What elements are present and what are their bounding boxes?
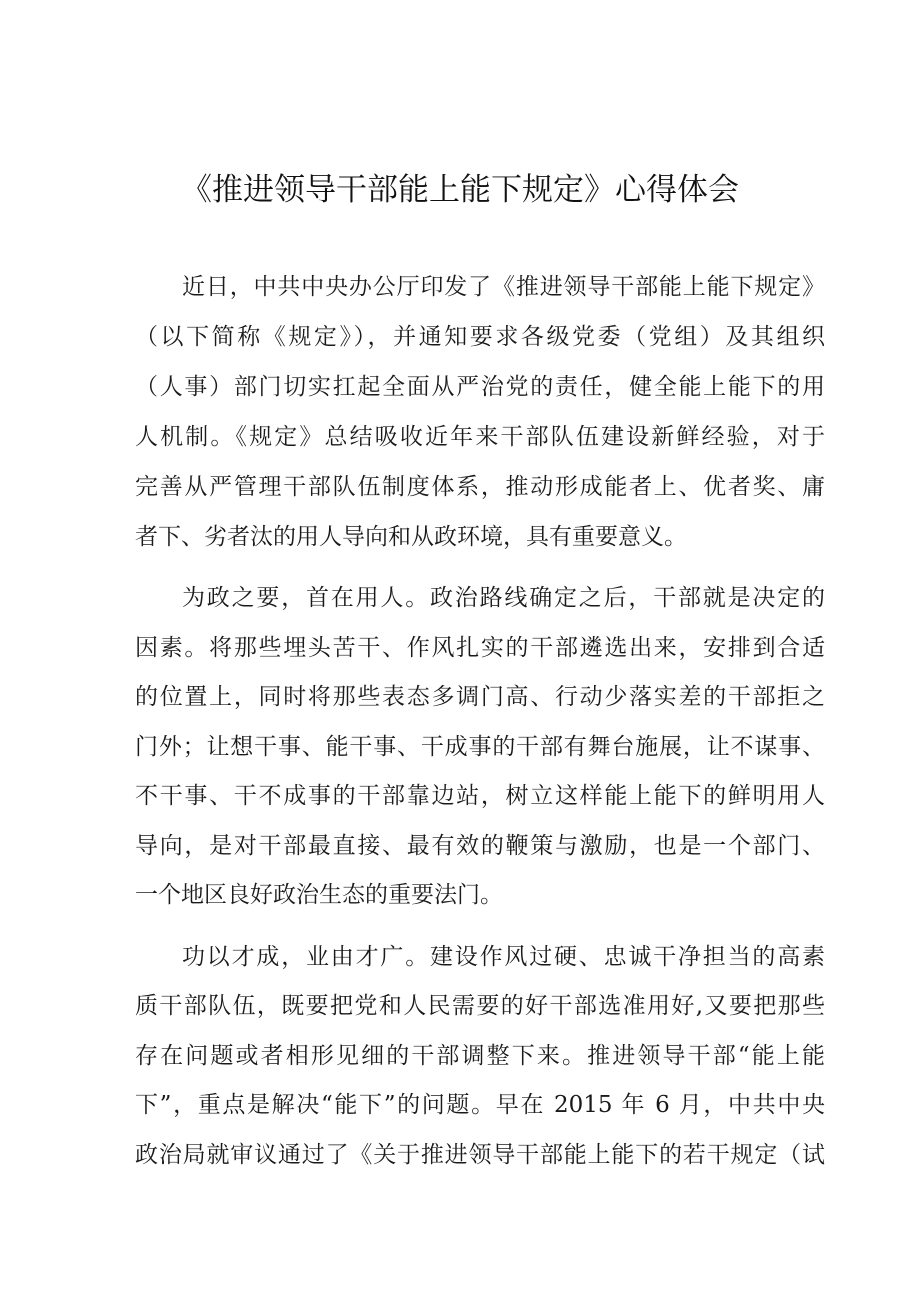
paragraph-line: 政治局就审议通过了《关于推进领导干部能上能下的若干规定（试	[135, 1142, 825, 1168]
paragraph-line: （以下简称《规定》），并通知要求各级党委（党组）及其组织	[135, 324, 825, 350]
paragraph-line: 功以才成，业由才广。建设作风过硬、忠诚干净担当的高素	[182, 944, 825, 970]
paragraph-line: 一个地区良好政治生态的重要法门。	[135, 882, 503, 908]
paragraph-line: 导向，是对干部最直接、最有效的鞭策与激励，也是一个部门、	[135, 833, 825, 859]
paragraph-line: （人事）部门切实扛起全面从严治党的责任，健全能上能下的用	[135, 374, 825, 400]
paragraph-line: 质干部队伍，既要把党和人民需要的好干部选准用好,又要把那些	[135, 993, 825, 1019]
paragraph-line: 下”，重点是解决“能下”的问题。早在 2015 年 6 月，中共中央	[135, 1092, 825, 1118]
paragraph-line: 不干事、干不成事的干部靠边站，树立这样能上能下的鲜明用人	[135, 783, 825, 809]
paragraph-line: 为政之要，首在用人。政治路线确定之后，干部就是决定的	[182, 585, 825, 611]
paragraph-line: 近日，中共中央办公厅印发了《推进领导干部能上能下规定》	[182, 274, 825, 300]
document-title: 《推进领导干部能上能下规定》心得体会	[181, 172, 739, 208]
paragraph-line: 因素。将那些埋头苦干、作风扎实的干部遴选出来，安排到合适	[135, 635, 825, 661]
paragraph-line: 存在问题或者相形见细的干部调整下来。推进领导干部“能上能	[135, 1043, 825, 1069]
paragraph-line: 的位置上，同时将那些表态多调门高、行动少落实差的干部拒之	[135, 684, 825, 710]
paragraph-line: 者下、劣者汰的用人导向和从政环境，具有重要意义。	[135, 524, 687, 550]
paragraph-line: 完善从严管理干部队伍制度体系，推动形成能者上、优者奖、庸	[135, 474, 825, 500]
paragraph-line: 人机制。《规定》总结吸收近年来干部队伍建设新鲜经验，对于	[135, 424, 825, 450]
paragraph-line: 门外；让想干事、能干事、干成事的干部有舞台施展，让不谋事、	[135, 734, 825, 760]
